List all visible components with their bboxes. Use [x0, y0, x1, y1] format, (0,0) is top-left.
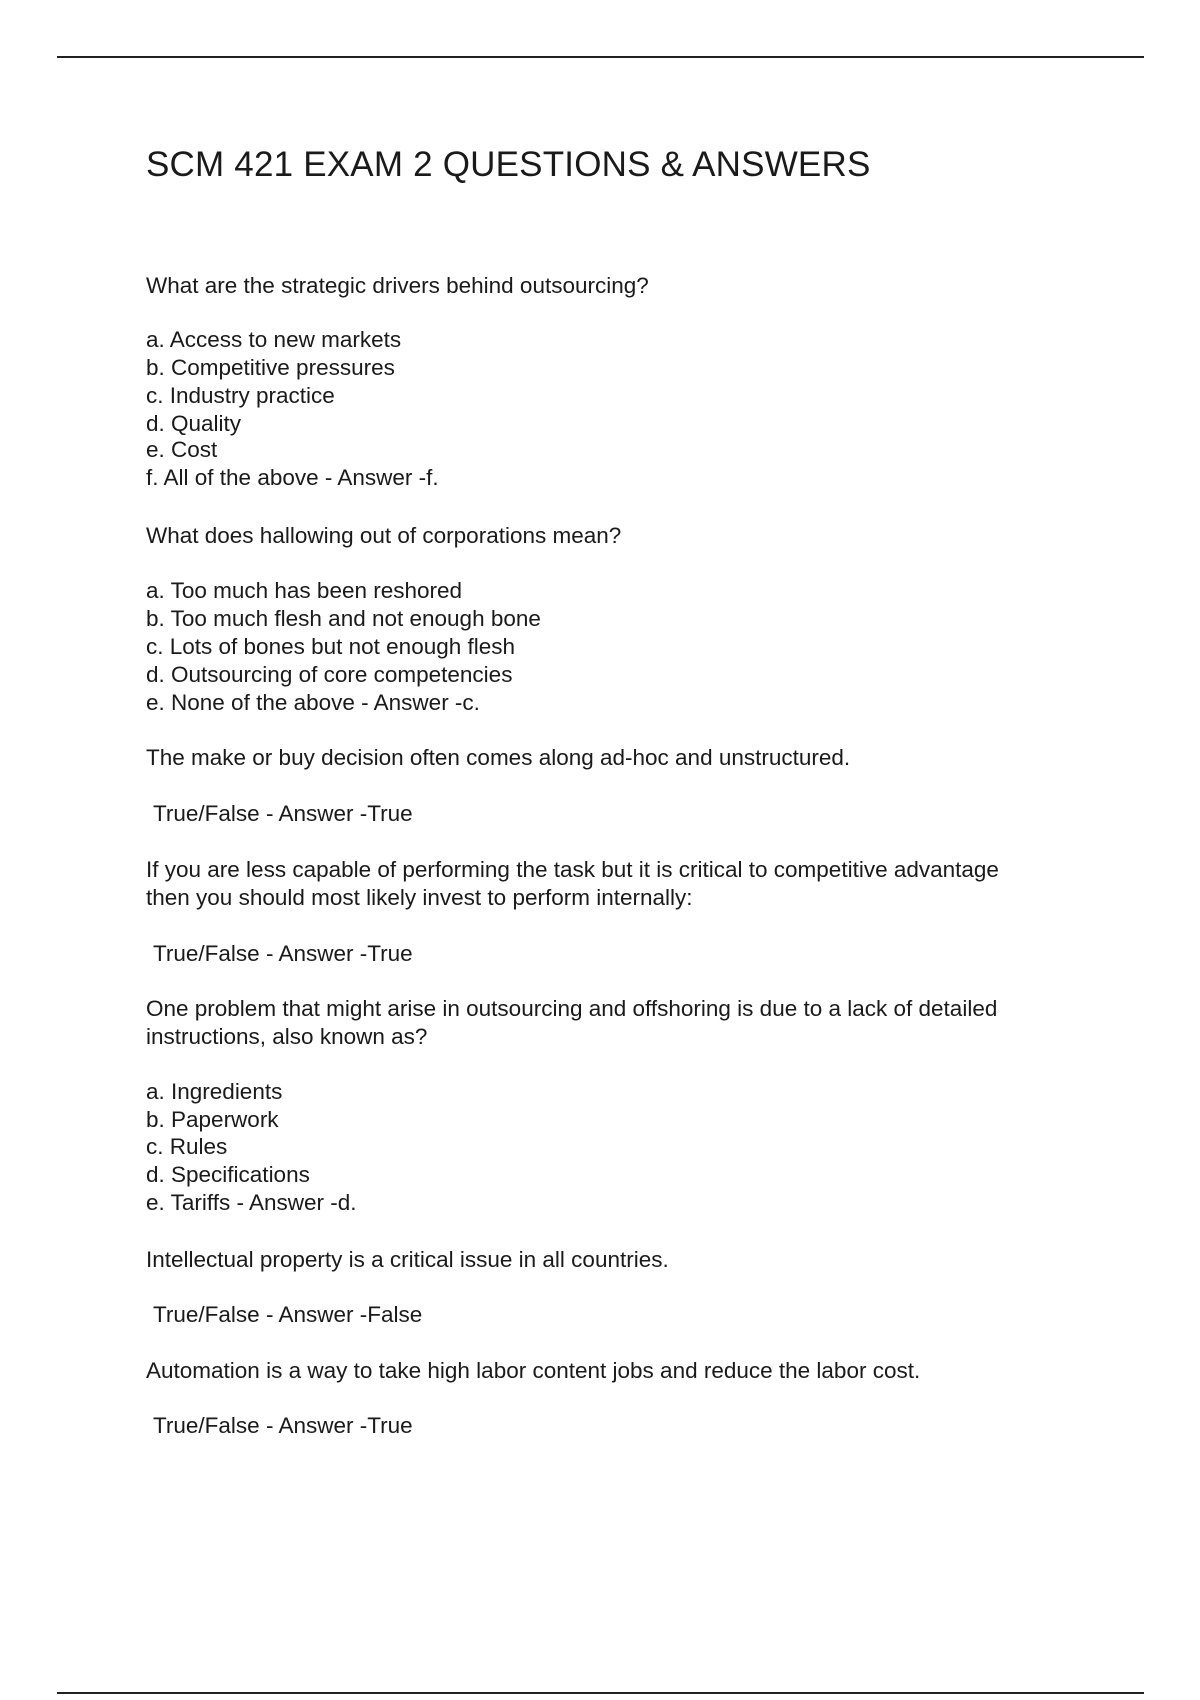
answer-option: a. Access to new markets [146, 327, 402, 352]
answer-option: b. Too much flesh and not enough bone [146, 606, 541, 631]
question-text: The make or buy decision often comes along ad-hoc and unstructured. [146, 745, 851, 770]
answer-option: b. Paperwork [146, 1107, 279, 1132]
question-text: What are the strategic drivers behind outsourcing? [146, 273, 649, 298]
answer-option: e. Cost [146, 437, 218, 462]
answer-option: d. Quality [146, 411, 242, 436]
true-false-answer: True/False - Answer -False [153, 1302, 423, 1327]
answer-option: a. Too much has been reshored [146, 578, 463, 603]
answer-option: d. Outsourcing of core competencies [146, 662, 513, 687]
question-text: Intellectual property is a critical issue in all countries. [146, 1247, 669, 1272]
answer-option: b. Competitive pressures [146, 355, 395, 380]
answer-option: f. All of the above - Answer -f. [146, 465, 439, 490]
question-text: instructions, also known as? [146, 1024, 428, 1049]
question-text: Automation is a way to take high labor content jobs and reduce the labor cost. [146, 1358, 921, 1383]
answer-option: c. Lots of bones but not enough flesh [146, 634, 516, 659]
question-text: If you are less capable of performing the task but it is critical to competitive advantage [146, 857, 999, 882]
answer-option: c. Rules [146, 1134, 228, 1159]
question-text: One problem that might arise in outsourcing and offshoring is due to a lack of detailed [146, 996, 998, 1021]
true-false-answer: True/False - Answer -True [153, 941, 413, 966]
document-title: SCM 421 EXAM 2 QUESTIONS & ANSWERS [146, 145, 871, 184]
question-text: then you should most likely invest to perform internally: [146, 885, 693, 910]
true-false-answer: True/False - Answer -True [153, 1413, 413, 1438]
answer-option: e. None of the above - Answer -c. [146, 690, 480, 715]
answer-option: d. Specifications [146, 1162, 310, 1187]
answer-option: e. Tariffs - Answer -d. [146, 1190, 357, 1215]
header-rule [57, 56, 1144, 58]
question-text: What does hallowing out of corporations mean? [146, 523, 622, 548]
footer-rule [57, 1692, 1144, 1694]
answer-option: c. Industry practice [146, 383, 335, 408]
true-false-answer: True/False - Answer -True [153, 801, 413, 826]
answer-option: a. Ingredients [146, 1079, 283, 1104]
